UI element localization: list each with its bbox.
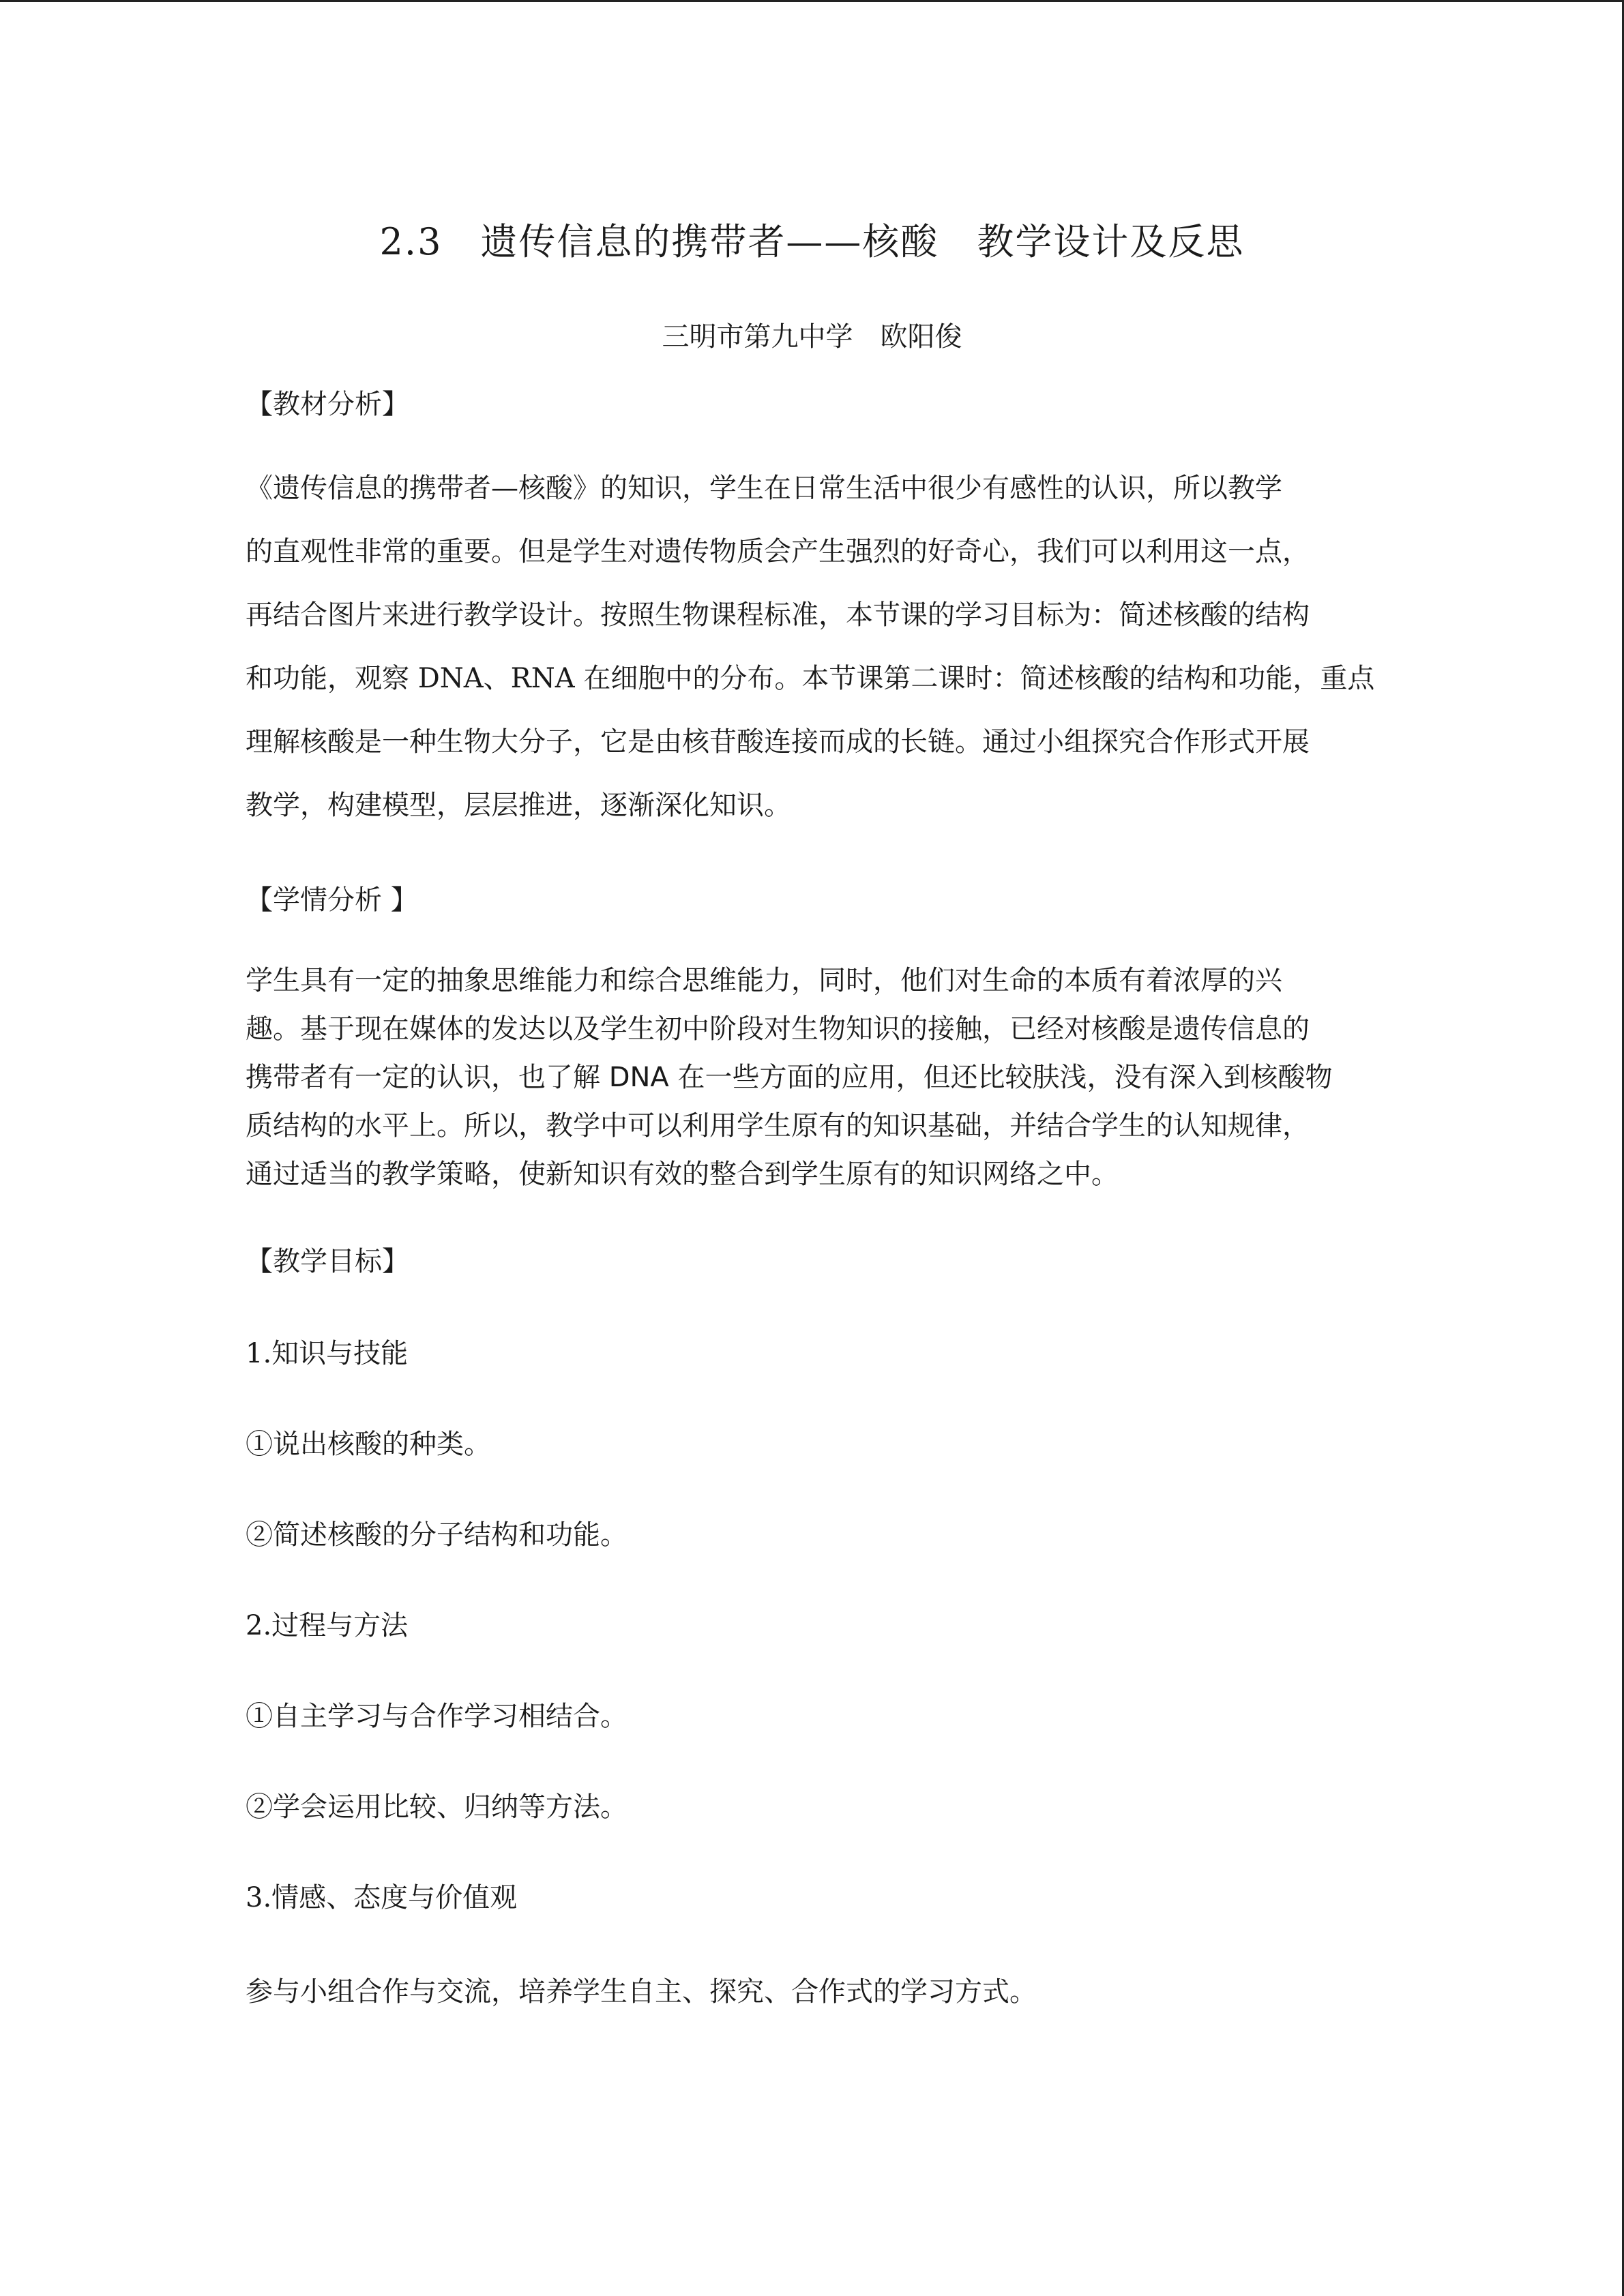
paragraph-line: 质结构的水平上。所以，教学中可以利用学生原有的知识基础，并结合学生的认知规律，: [246, 1110, 1310, 1142]
paragraph-line: 教学，构建模型，层层推进，逐渐深化知识。: [246, 790, 791, 821]
paragraph-line: 趣。基于现在媒体的发达以及学生初中阶段对生物知识的接触，已经对核酸是遗传信息的: [246, 1013, 1310, 1045]
paragraph-line: 通过适当的教学策略，使新知识有效的整合到学生原有的知识网络之中。: [246, 1159, 1119, 1190]
paragraph-line: 携带者有一定的认识，也了解 DNA 在一些方面的应用，但还比较肤浅，没有深入到核酸物: [246, 1062, 1333, 1093]
paragraph-line: 和功能，观察 DNA、RNA 在细胞中的分布。本节课第二课时：简述核酸的结构和功能，重点: [246, 663, 1375, 694]
goal-label-emotion-values: 3.情感、态度与价值观: [246, 1882, 518, 1913]
goal-item: ①说出核酸的种类。: [246, 1429, 491, 1460]
paragraph-line: 再结合图片来进行教学设计。按照生物课程标准，本节课的学习目标为：简述核酸的结构: [246, 599, 1310, 631]
paragraph-line: 学生具有一定的抽象思维能力和综合思维能力，同时，他们对生命的本质有着浓厚的兴: [246, 965, 1282, 996]
goal-item: ①自主学习与合作学习相结合。: [246, 1701, 628, 1732]
goal-item: 参与小组合作与交流，培养学生自主、探究、合作式的学习方式。: [246, 1976, 1037, 2008]
paragraph-line: 理解核酸是一种生物大分子，它是由核苷酸连接而成的长链。通过小组探究合作形式开展: [246, 726, 1310, 758]
document-title: 2.3 遗传信息的携带者——核酸 教学设计及反思: [379, 220, 1245, 263]
goal-item: ②简述核酸的分子结构和功能。: [246, 1519, 628, 1551]
paragraph-line: 《遗传信息的携带者—核酸》的知识，学生在日常生活中很少有感性的认识，所以教学: [246, 473, 1282, 504]
material-analysis-paragraph: [246, 457, 1378, 837]
document-author: 三明市第九中学 欧阳俊: [662, 321, 962, 353]
section-heading-material-analysis: 【教材分析】: [246, 389, 409, 420]
goal-item: ②学会运用比较、归纳等方法。: [246, 1791, 628, 1823]
goal-label-process-method: 2.过程与方法: [246, 1610, 409, 1641]
paragraph-line: 的直观性非常的重要。但是学生对遗传物质会产生强烈的好奇心，我们可以利用这一点，: [246, 536, 1310, 567]
goal-label-knowledge-skill: 1.知识与技能: [246, 1338, 409, 1369]
section-heading-teaching-goals: 【教学目标】: [246, 1246, 409, 1277]
student-analysis-paragraph: [246, 957, 1378, 1199]
section-heading-student-analysis: 【学情分析 】: [246, 884, 418, 916]
